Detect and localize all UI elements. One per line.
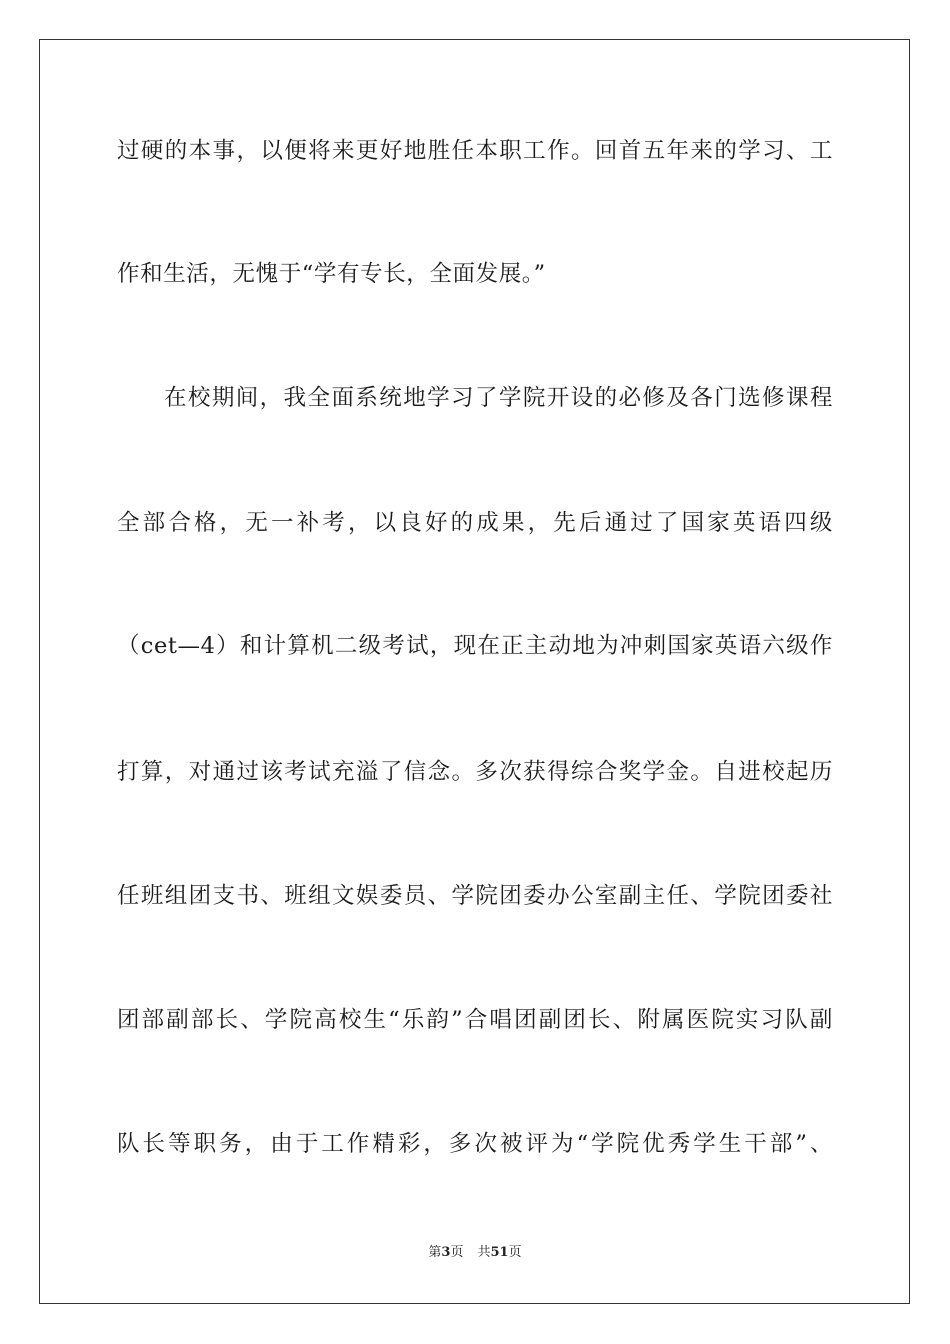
text-line: （cet—4）和计算机二级考试，现在正主动地为冲刺国家英语六级作 xyxy=(117,633,833,659)
text-line: 过硬的本事，以便将来更好地胜任本职工作。回首五年来的学习、工 xyxy=(117,138,833,164)
paragraph-first-line: 在校期间，我全面系统地学习了学院开设的必修及各门选修课程 xyxy=(164,385,833,411)
text-line: 作和生活，无愧于“学有专长，全面发展。” xyxy=(117,261,546,287)
page-prefix: 第 xyxy=(428,1245,442,1260)
page-border xyxy=(39,39,910,1304)
page-footer xyxy=(0,1244,950,1262)
text-line: 打算，对通过该考试充溢了信念。多次获得综合奖学金。自进校起历 xyxy=(117,759,833,785)
text-line: 任班组团支书、班组文娱委员、学院团委办公室副主任、学院团委社 xyxy=(117,883,833,909)
text-line: 团部副部长、学院高校生“乐韵”合唱团副团长、附属医院实习队副 xyxy=(117,1007,833,1033)
page-suffix: 页 xyxy=(450,1245,464,1260)
page-number: 3 xyxy=(441,1245,451,1260)
text-line: 队长等职务，由于工作精彩，多次被评为“学院优秀学生干部”、 xyxy=(117,1131,833,1157)
total-pages: 51 xyxy=(490,1245,509,1260)
total-suffix: 页 xyxy=(508,1245,522,1260)
text-line: 全部合格，无一补考，以良好的成果，先后通过了国家英语四级 xyxy=(117,510,833,536)
total-prefix: 共 xyxy=(477,1245,491,1260)
